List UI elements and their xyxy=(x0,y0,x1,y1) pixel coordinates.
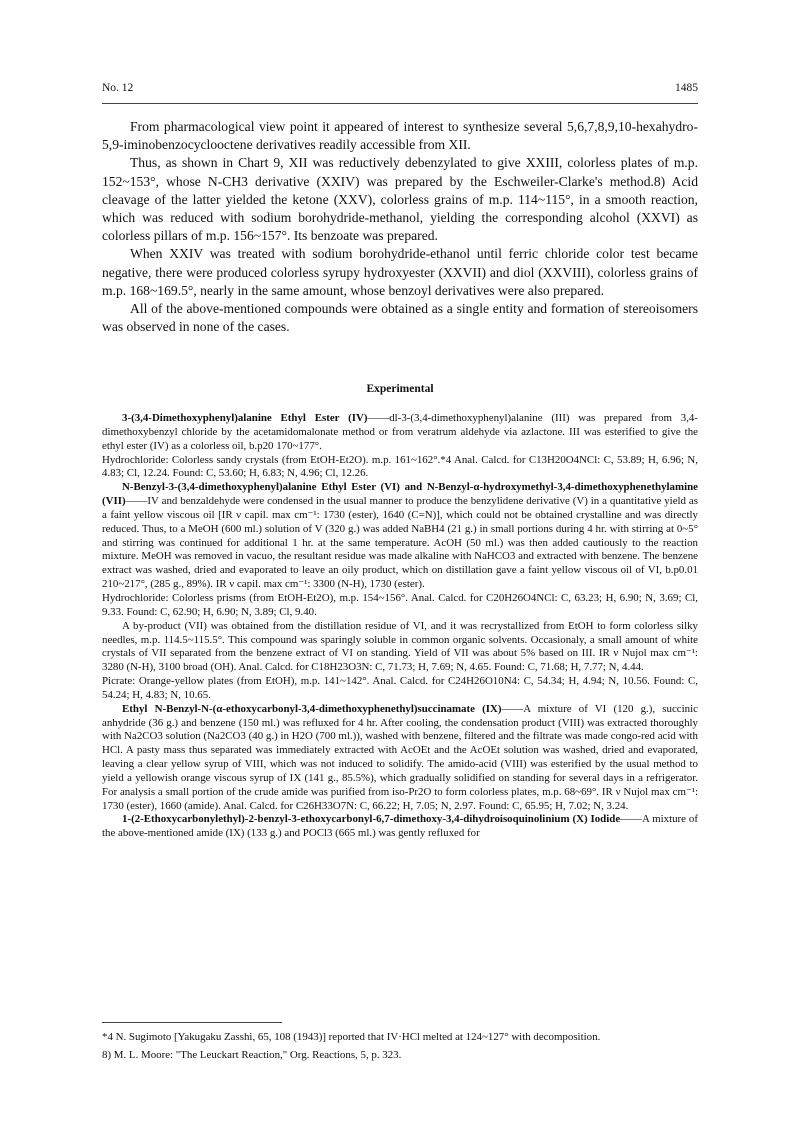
page-number: 1485 xyxy=(675,82,698,94)
intro-paragraph: From pharmacological view point it appeared of interest to synthesize several 5,6,7,8,9,10-hexahydro-5,9-iminobenzocyclooctene derivatives readily accessible from XII. xyxy=(102,119,698,153)
experimental-paragraph: Hydrochloride: Colorless prisms (from EtOH-Et2O), m.p. 154~156°. Anal. Calcd. for C20H26O4NCl: C, 63.23; H, 6.90; N, 3.69; Cl, 9.33. Found: C, 62.90; H, 6.90; N, 3.89; Cl, 9.40. xyxy=(102,591,698,618)
paragraph-body: ——A mixture of the above-mentioned amide (IX) (133 g.) and POCl3 (665 ml.) was gently refluxed for xyxy=(102,813,698,840)
footnote-rule xyxy=(102,1022,282,1023)
experimental-section xyxy=(102,412,698,841)
header-rule xyxy=(102,103,698,104)
experimental-paragraph: A by-product (VII) was obtained from the distillation residue of VI, and it was recrystallized from EtOH to form colorless silky needles, m.p. 114.5~115.5°. This compound was sparingly soluble in common organic solvents. Occasionaly, a small amount of white crystals of VII separated from the benzene extract of VI on standing. Yield of VII was about 5% based on III. IR ν Nujol max cm⁻¹: 3280 (N-H), 3100 broad (OH). Anal. Calcd. for C18H23O3N: C, 71.73; H, 7.69; N, 4.65. Found: C, 71.68; H, 7.77; N, 4.44. xyxy=(102,619,698,674)
running-header xyxy=(102,82,698,98)
experimental-heading: Experimental xyxy=(366,383,434,395)
paragraph-body: ——A mixture of VI (120 g.), succinic anhydride (36 g.) and benzene (150 ml.) was refluxed for 4 hr. After cooling, the condensation product (VIII) was extracted thoroughly with Na2CO3 solution (Na2CO3 (40 g.) in H2O (700 ml.)), washed with benzene, filtered and the filtrate was made congo-red acid with HCl. A pasty mass thus separated was immediately extracted with AcOEt and the AcOEt solution was washed, dried and evaporated, leaving a clear yellow syrup of VIII, which was not induced to solidify. The amido-acid (VIII) was esterified by the usual method to yield a yellowish orange viscous syrup of IX (141 g., 85.5%), which gradually solidified on standing for several days in a refrigerator. For analysis a small portion of the crude amide was purified from iso-Pr2O to form colorless plates, m.p. 68~69°. IR ν Nujol max cm⁻¹: 1730 (ester), 1660 (amide). Anal. Calcd. for C26H33O7N: C, 66.22; H, 7.05; N, 2.97. Found: C, 65.95; H, 7.02; N, 3.24. xyxy=(102,702,698,812)
experimental-paragraph xyxy=(102,703,698,814)
experimental-paragraph: Hydrochloride: Colorless sandy crystals (from EtOH-Et2O). m.p. 161~162°.*4 Anal. Calcd. for C13H20O4NCl: C, 53.89; H, 6.96; N, 4.83; Cl, 12.24. Found: C, 53.60; H, 6.83; N, 4.96; Cl, 12.26. xyxy=(102,453,698,480)
compound-heading: 1-(2-Ethoxycarbonylethyl)-2-benzyl-3-ethoxycarbonyl-6,7-dimethoxy-3,4-dihydroisoquinolinium (X) Iodide xyxy=(122,813,621,826)
journal-number: No. 12 xyxy=(102,82,134,94)
intro-paragraph: Thus, as shown in Chart 9, XII was reductively debenzylated to give XXIII, colorless plates of m.p. 152~153°, whose N-CH3 derivative (XXIV) was prepared by the Eschweiler-Clarke's method.8) Acid cleavage of the latter yielded the ketone (XXV), colorless grains of m.p. 114~115°, in a smooth reaction, which was reduced with sodium borohydride-methanol, yielding the corresponding alcohol (XXVI) as colorless pillars of m.p. 156~157°. Its benzoate was prepared. xyxy=(102,155,698,244)
intro-paragraph: When XXIV was treated with sodium borohydride-ethanol until ferric chloride color test became negative, there were produced colorless syrupy hydroxyester (XXVII) and diol (XXVIII), colorless grains of m.p. 168~169.5°, nearly in the same amount, whose benzoyl derivatives were also prepared. xyxy=(102,246,698,298)
compound-heading: N-Benzyl-3-(3,4-dimethoxyphenyl)alanine Ethyl Ester (VI) and N-Benzyl-α-hydroxymethyl-3,4-dimethoxyphenethylamine (VII) xyxy=(102,481,698,508)
experimental-paragraph xyxy=(102,481,698,592)
compound-heading: Ethyl N-Benzyl-N-(α-ethoxycarbonyl-3,4-dimethoxyphenethyl)succinamate (IX) xyxy=(122,702,502,715)
intro-paragraph: All of the above-mentioned compounds were obtained as a single entity and formation of stereoisomers was observed in none of the cases. xyxy=(102,301,698,335)
footnote: 8) M. L. Moore: "The Leuckart Reaction," Org. Reactions, 5, p. 323. xyxy=(102,1049,402,1061)
paragraph-body: ——IV and benzaldehyde were condensed in the usual manner to produce the benzylidene derivative (V) in a quantitative yield as a faint yellow viscous oil [IR ν capil. max cm⁻¹: 1730 (ester), 1640 (C=N)], which could not be obtained crystalline and was directly reduced. Thus, to a MeOH (600 ml.) solution of V (320 g.) was added NaBH4 (21 g.) in small portions during 4 hr. with stirring at 0~5° and stirring was continued for additional 1 hr. at the same temperature. AcOH (50 ml.) was then added cautiously to the reaction mixture. MeOH was removed in vacuo, the resultant residue was made alkaline with NaHCO3 and extracted with benzene. The benzene extract was washed, dried and evaporated to leave an oily product, which on distillation gave a faint yellow viscous oil of VI, b.p0.01 210~217°, (285 g., 89%). IR ν capil. max cm⁻¹: 3300 (N-H), 1730 (ester). xyxy=(102,495,698,591)
experimental-paragraph: Picrate: Orange-yellow plates (from EtOH), m.p. 141~142°. Anal. Calcd. for C24H26O10N4: C, 54.34; H, 4.94; N, 10.56. Found: C, 54.24; H, 4.83; N, 10.65. xyxy=(102,675,698,701)
footnote: *4 N. Sugimoto [Yakugaku Zasshi, 65, 108 (1943)] reported that IV·HCl melted at 124~127° with decomposition. xyxy=(102,1031,601,1043)
intro-text xyxy=(102,118,698,336)
compound-heading: 3-(3,4-Dimethoxyphenyl)alanine Ethyl Ester (IV) xyxy=(122,412,368,424)
paragraph-body: ——dl-3-(3,4-dimethoxyphenyl)alanine (III) was prepared from 3,4-dimethoxybenzyl chloride by the acetamidomalonate method or from veratrum aldehyde via azlactone. III was esterified to give the ethyl ester (IV) as a colorless oil, b.p20 170~177°. xyxy=(102,412,699,452)
experimental-paragraph xyxy=(102,412,698,454)
footnotes xyxy=(102,1030,698,1062)
experimental-paragraph xyxy=(102,813,698,841)
